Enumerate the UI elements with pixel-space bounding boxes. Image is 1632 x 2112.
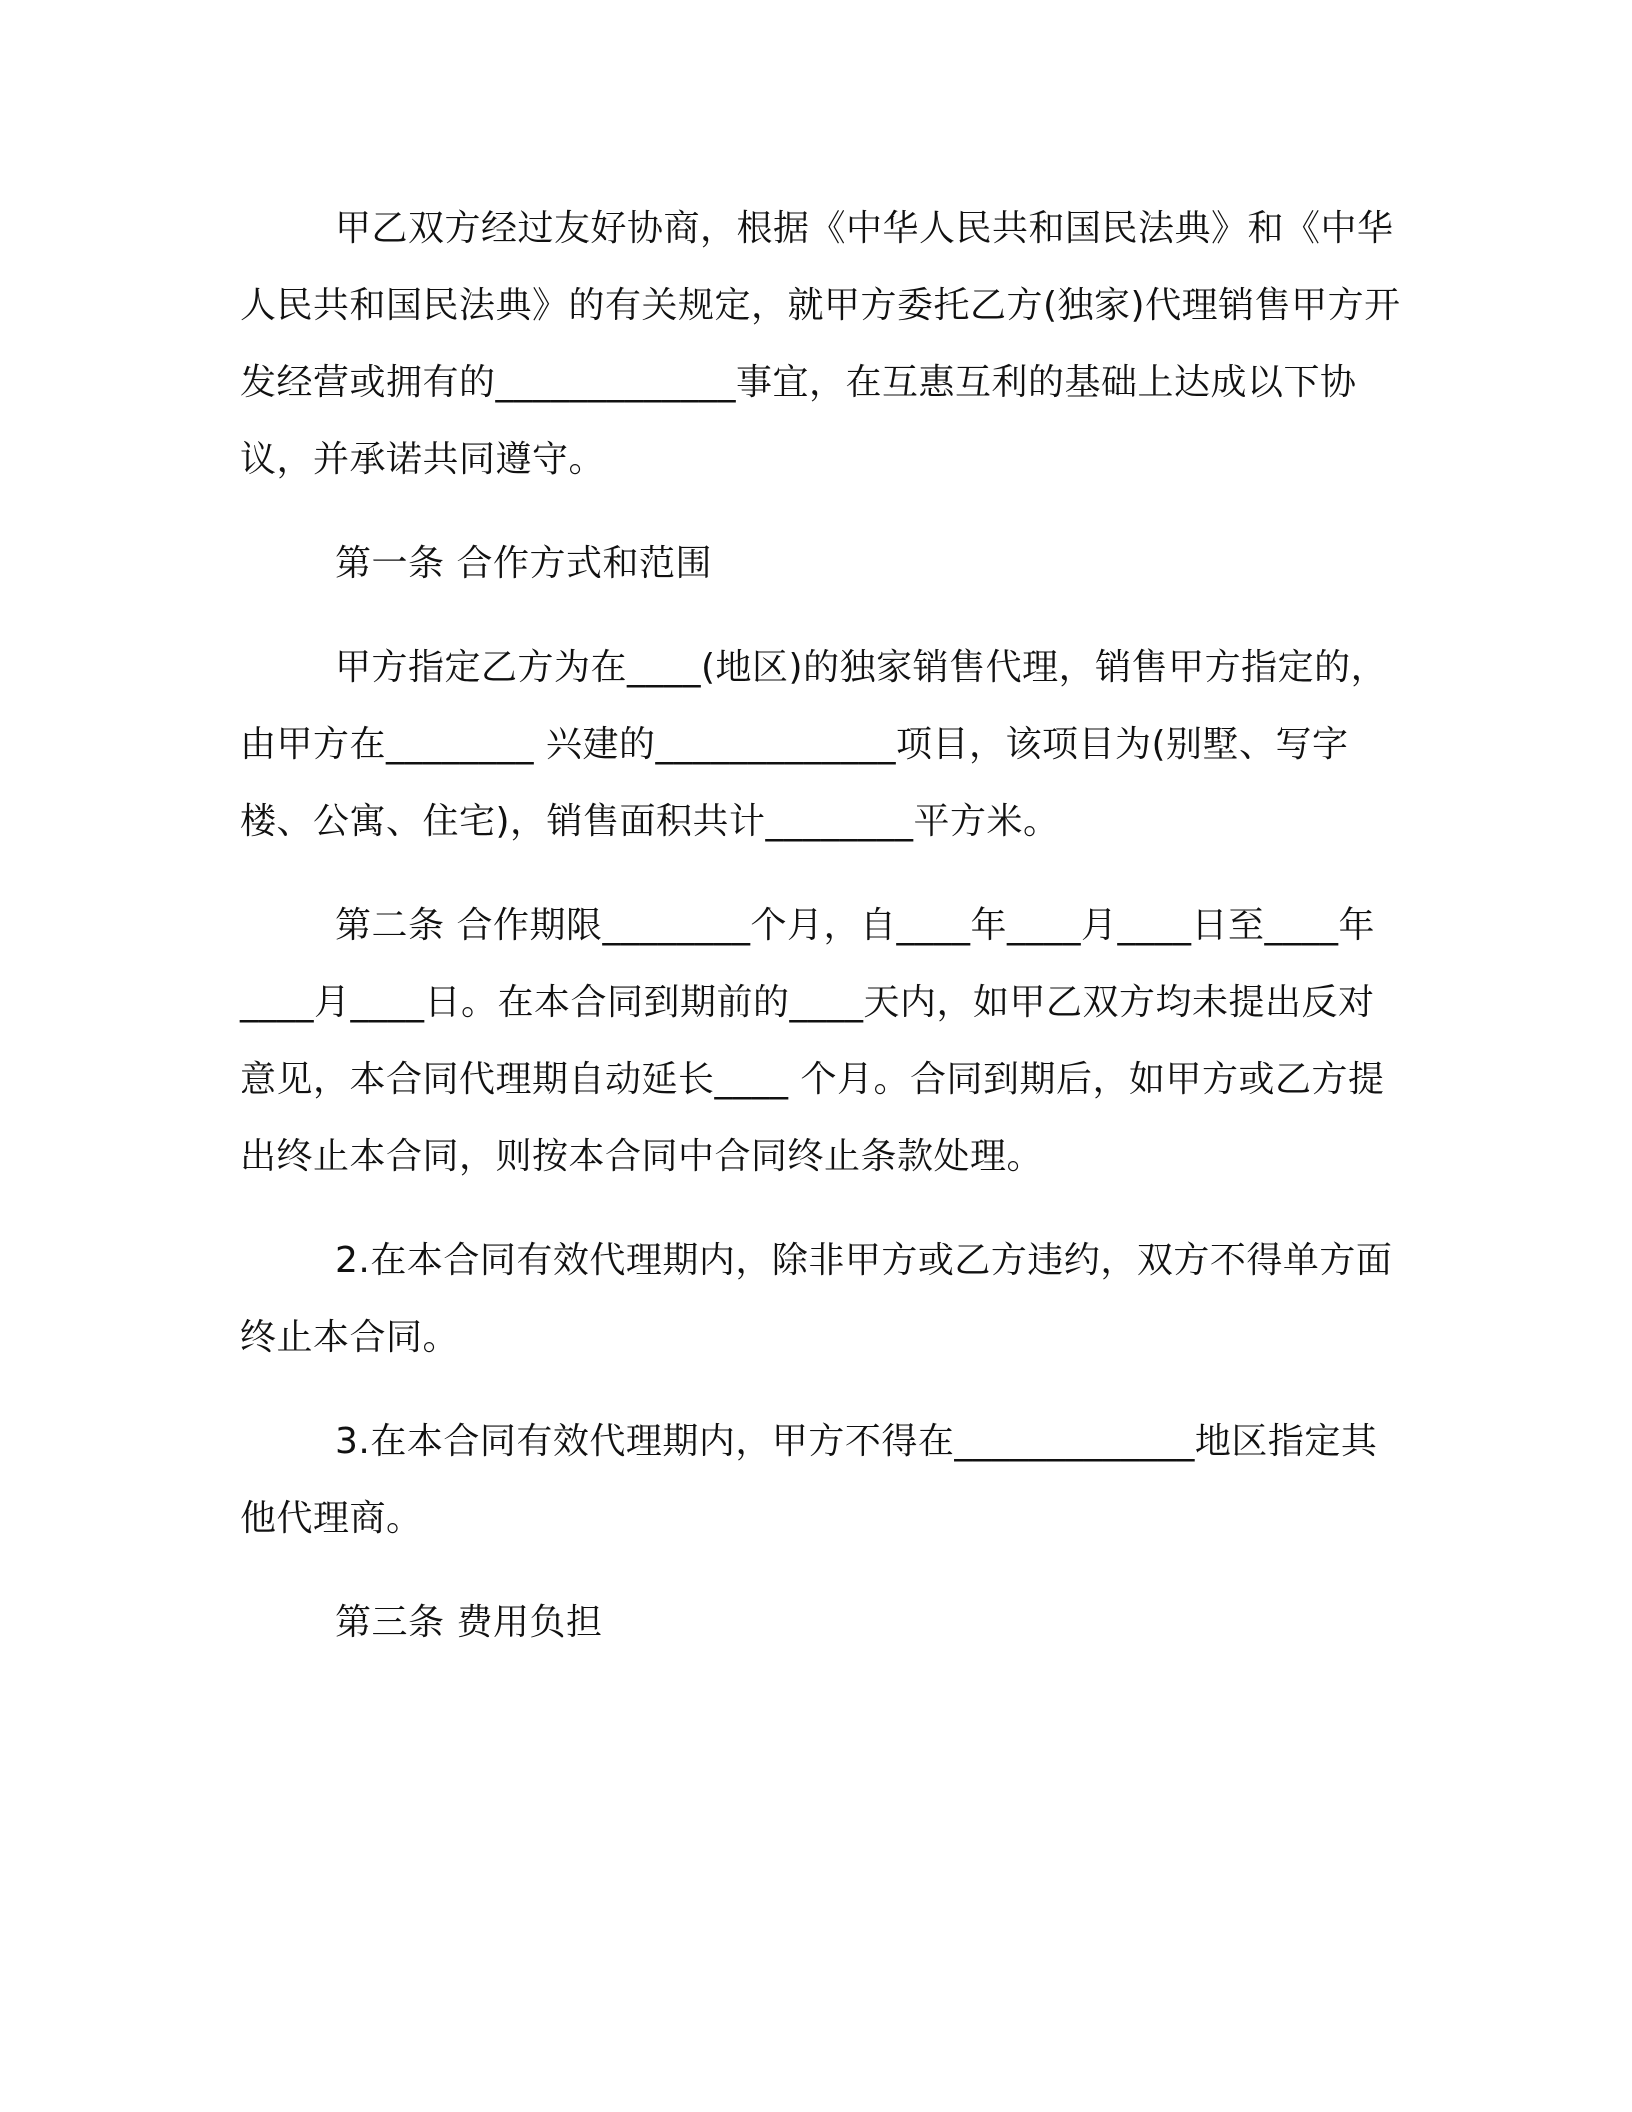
clause-3-paragraph: 3.在本合同有效代理期内，甲方不得在_____________地区指定其他代理商。 xyxy=(240,1421,1378,1539)
article-3-heading: 第三条 费用负担 xyxy=(335,1602,603,1643)
article-1-paragraph: 甲方指定乙方为在____(地区)的独家销售代理，销售甲方指定的，由甲方在________ 兴建的_____________项目，该项目为(别墅、写字楼、公寓、住宅)，销售面积共计________平方米。 xyxy=(240,647,1388,842)
article-2-paragraph: 第二条 合作期限________个月，自____年____月____日至____年____月____日。在本合同到期前的____天内，如甲乙双方均未提出反对意见，本合同代理期自动延长____ 个月。合同到期后，如甲方或乙方提出终止本合同，则按本合同中合同终止条款处理。 xyxy=(240,905,1385,1177)
document-body xyxy=(240,190,1405,1688)
article-1-heading: 第一条 合作方式和范围 xyxy=(335,543,712,584)
intro-paragraph: 甲乙双方经过友好协商，根据《中华人民共和国民法典》和《中华人民共和国民法典》的有关规定，就甲方委托乙方(独家)代理销售甲方开发经营或拥有的_____________事宜，在互惠互利的基础上达成以下协议，并承诺共同遵守。 xyxy=(240,208,1401,480)
clause-2-paragraph: 2.在本合同有效代理期内，除非甲方或乙方违约，双方不得单方面终止本合同。 xyxy=(240,1240,1393,1358)
